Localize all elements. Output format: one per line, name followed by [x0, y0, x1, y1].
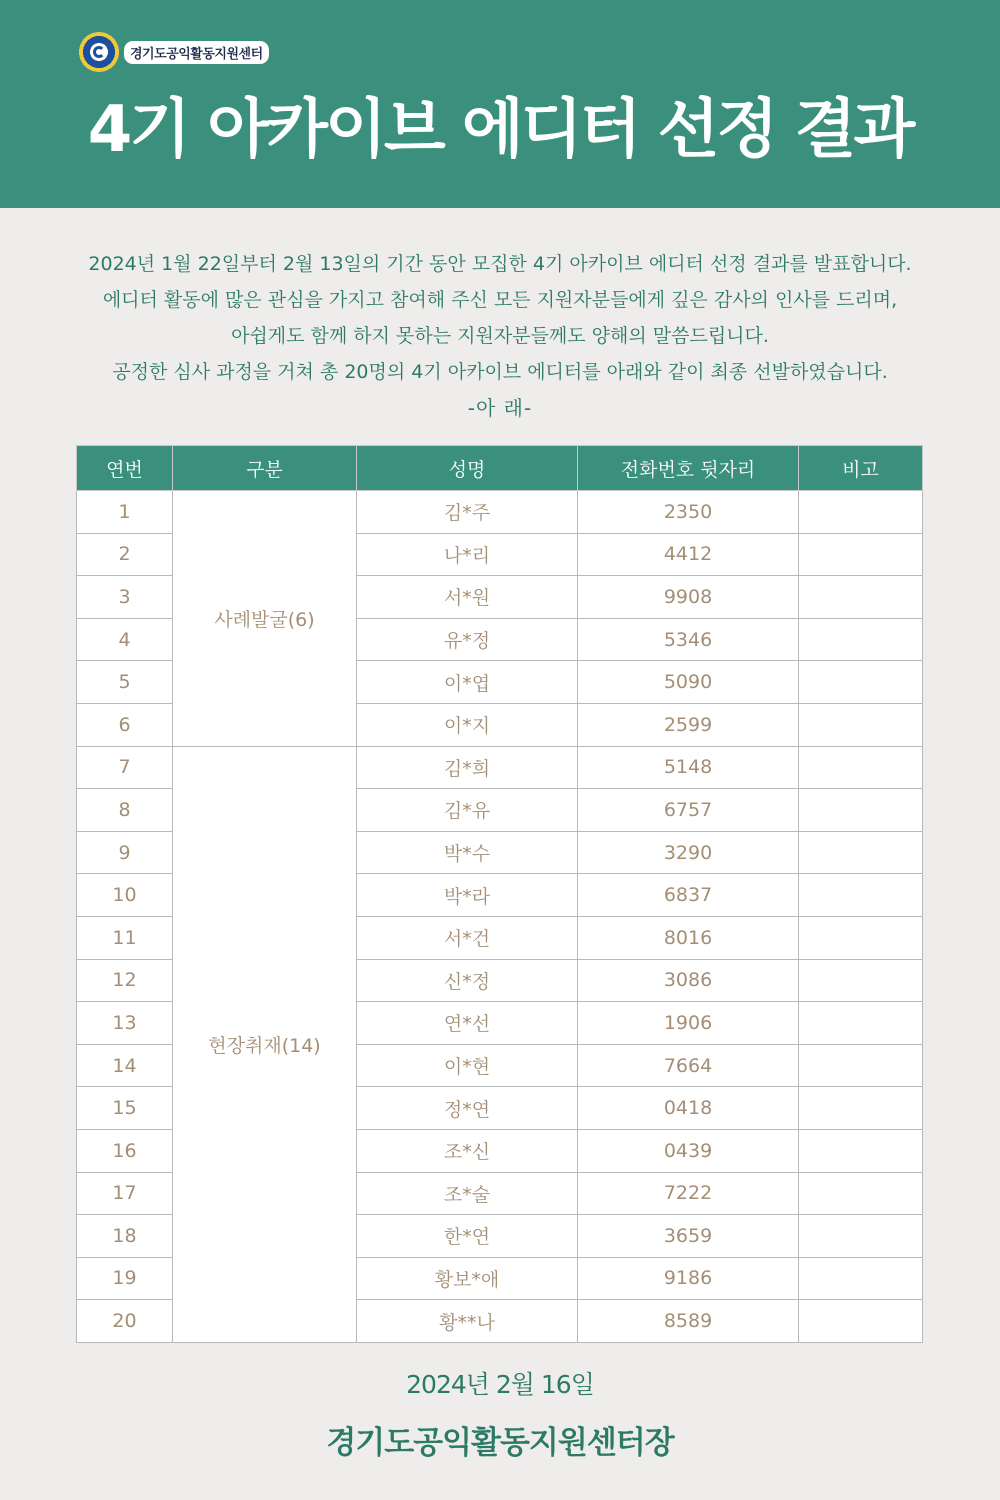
cell-no: 17: [77, 1172, 173, 1215]
cell-note: [799, 1300, 923, 1343]
cell-note: [799, 916, 923, 959]
issuer-name: 경기도공익활동지원센터장: [326, 1425, 674, 1461]
cell-name: 조*신: [357, 1129, 578, 1172]
cell-phone: 3659: [578, 1215, 799, 1258]
cell-no: 9: [77, 831, 173, 874]
cell-note: [799, 1257, 923, 1300]
cell-note: [799, 959, 923, 1002]
cell-note: [799, 618, 923, 661]
intro-line: 2024년 1월 22일부터 2월 13일의 기간 동안 모집한 4기 아카이브 에디터 선정 결과를 발표합니다.: [88, 253, 912, 275]
cell-phone: 2350: [578, 491, 799, 534]
intro-line: 아쉽게도 함께 하지 못하는 지원자분들께도 양해의 말씀드립니다.: [231, 325, 769, 347]
section-marker: -아 래-: [467, 396, 533, 420]
cell-no: 3: [77, 576, 173, 619]
cell-name: 황**나: [357, 1300, 578, 1343]
cell-phone: 0439: [578, 1129, 799, 1172]
cell-name: 정*연: [357, 1087, 578, 1130]
intro-line: 에디터 활동에 많은 관심을 가지고 참여해 주신 모든 지원자분들에게 깊은 감사의 인사를 드리며,: [102, 289, 898, 311]
cell-name: 이*엽: [357, 661, 578, 704]
cell-name: 박*라: [357, 874, 578, 917]
cell-note: [799, 789, 923, 832]
cell-phone: 0418: [578, 1087, 799, 1130]
cell-phone: 6837: [578, 874, 799, 917]
cell-no: 4: [77, 618, 173, 661]
cell-phone: 6757: [578, 789, 799, 832]
header-banner: [0, 0, 1000, 208]
cell-name: 서*원: [357, 576, 578, 619]
results-table: [76, 445, 923, 1343]
logo-text: 경기도공익활동지원센터: [124, 41, 269, 64]
cell-note: [799, 661, 923, 704]
cell-phone: 8016: [578, 916, 799, 959]
cell-phone: 3086: [578, 959, 799, 1002]
table-row: [77, 491, 923, 534]
cell-name: 김*유: [357, 789, 578, 832]
cell-no: 13: [77, 1002, 173, 1045]
cell-phone: 2599: [578, 703, 799, 746]
logo-icon: [78, 32, 120, 72]
cell-name: 이*현: [357, 1044, 578, 1087]
cell-note: [799, 576, 923, 619]
cell-note: [799, 746, 923, 789]
cell-no: 5: [77, 661, 173, 704]
cell-note: [799, 1172, 923, 1215]
cell-no: 8: [77, 789, 173, 832]
cell-note: [799, 1215, 923, 1258]
cell-no: 14: [77, 1044, 173, 1087]
logo: [78, 32, 269, 72]
cell-phone: 7222: [578, 1172, 799, 1215]
cell-no: 16: [77, 1129, 173, 1172]
cell-name: 김*주: [357, 491, 578, 534]
header-name: 성명: [357, 446, 578, 491]
cell-no: 15: [77, 1087, 173, 1130]
cell-no: 19: [77, 1257, 173, 1300]
cell-phone: 4412: [578, 533, 799, 576]
page-title: 4기 아카이브 에디터 선정 결과: [87, 93, 913, 167]
cell-phone: 8589: [578, 1300, 799, 1343]
header-no: 연번: [77, 446, 173, 491]
table-header-row: [77, 446, 923, 491]
cell-no: 18: [77, 1215, 173, 1258]
cell-name: 박*수: [357, 831, 578, 874]
cell-no: 20: [77, 1300, 173, 1343]
cell-name: 연*선: [357, 1002, 578, 1045]
header-phone: 전화번호 뒷자리: [578, 446, 799, 491]
table-body: [77, 491, 923, 1343]
cell-name: 나*리: [357, 533, 578, 576]
table-row: [77, 746, 923, 789]
cell-note: [799, 1044, 923, 1087]
cell-phone: 7664: [578, 1044, 799, 1087]
cell-note: [799, 874, 923, 917]
cell-note: [799, 533, 923, 576]
cell-phone: 5148: [578, 746, 799, 789]
cell-name: 조*술: [357, 1172, 578, 1215]
cell-no: 6: [77, 703, 173, 746]
cell-no: 11: [77, 916, 173, 959]
cell-name: 신*정: [357, 959, 578, 1002]
cell-no: 12: [77, 959, 173, 1002]
cell-no: 10: [77, 874, 173, 917]
cell-note: [799, 491, 923, 534]
cell-phone: 5090: [578, 661, 799, 704]
cell-phone: 9908: [578, 576, 799, 619]
cell-name: 유*정: [357, 618, 578, 661]
cell-phone: 3290: [578, 831, 799, 874]
cell-no: 1: [77, 491, 173, 534]
cell-no: 7: [77, 746, 173, 789]
cell-name: 서*건: [357, 916, 578, 959]
announcement-date: 2024년 2월 16일: [406, 1370, 594, 1399]
cell-note: [799, 703, 923, 746]
cell-name: 한*연: [357, 1215, 578, 1258]
cell-note: [799, 1002, 923, 1045]
cell-category: 현장취재(14): [173, 746, 357, 1342]
intro-line: 공정한 심사 과정을 거쳐 총 20명의 4기 아카이브 에디터를 아래와 같이 최종 선발하였습니다.: [112, 361, 888, 383]
intro-text: [0, 246, 1000, 390]
cell-note: [799, 831, 923, 874]
cell-name: 황보*애: [357, 1257, 578, 1300]
cell-phone: 1906: [578, 1002, 799, 1045]
cell-category: 사례발굴(6): [173, 491, 357, 747]
cell-name: 김*희: [357, 746, 578, 789]
cell-no: 2: [77, 533, 173, 576]
cell-note: [799, 1129, 923, 1172]
cell-phone: 5346: [578, 618, 799, 661]
header-category: 구분: [173, 446, 357, 491]
cell-name: 이*지: [357, 703, 578, 746]
cell-note: [799, 1087, 923, 1130]
header-note: 비고: [799, 446, 923, 491]
cell-phone: 9186: [578, 1257, 799, 1300]
